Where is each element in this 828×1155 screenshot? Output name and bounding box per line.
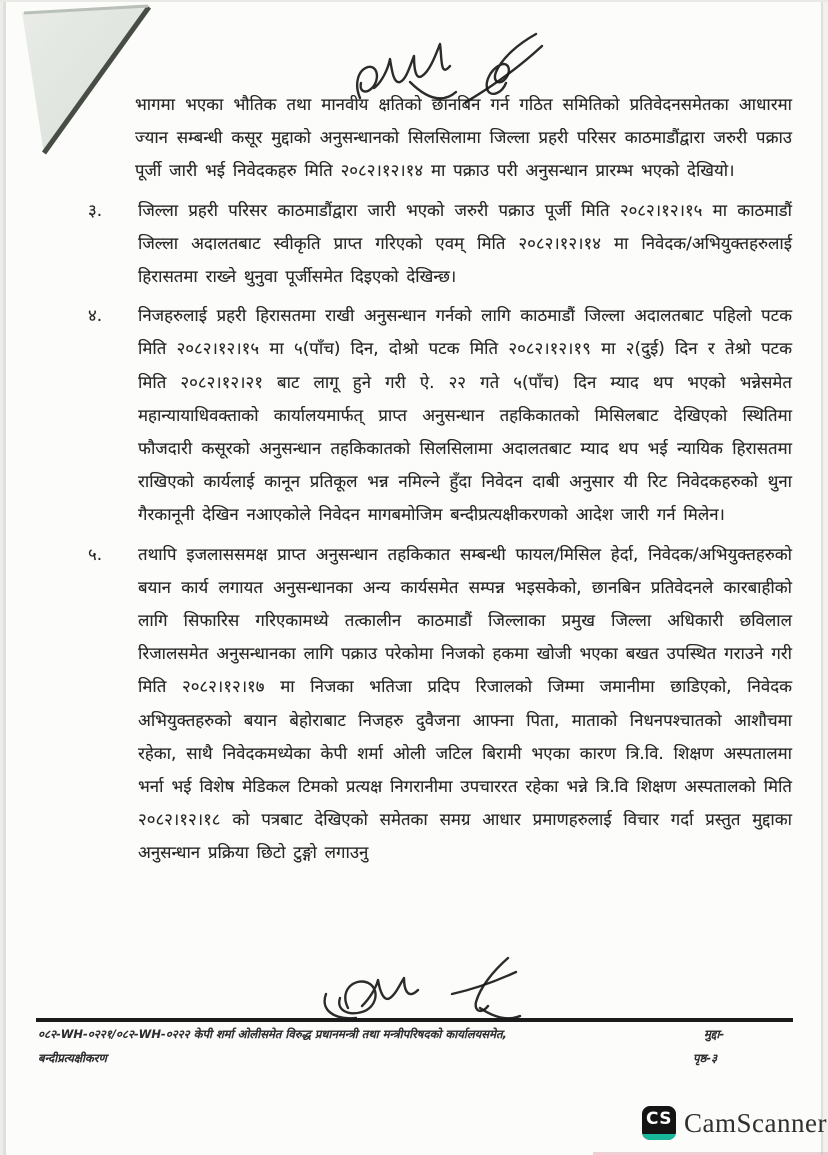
page-number: पृष्ठ-३ bbox=[693, 1051, 718, 1065]
case-type-value: बन्दीप्रत्यक्षीकरण bbox=[38, 1051, 107, 1065]
item-number-3: ३. bbox=[88, 199, 103, 220]
paragraph-continuation: भागमा भएका भौतिक तथा मानवीय क्षतिको छानबिन गर्न गठित समितिको प्रतिवेदनसमेतका आधारमा ज्यान सम्बन्धी कसूर मुद्दाको अनुसन्धानको सिलसिलामा जिल्ला प्रहरी परिसर काठमाडौंद्वारा जरुरी पक्राउ पूर्जी जारी भई निवेदकहरु मिति २०८२।१२।१४ मा पक्राउ परी अनुसन्धान प्रारम्भ भएको देखियो। bbox=[135, 94, 792, 181]
scan-edge-right-band bbox=[823, 0, 828, 1155]
numbered-paragraph-4 bbox=[85, 299, 792, 531]
scan-edge-right bbox=[821, 0, 823, 1155]
camscanner-icon-label: CS bbox=[645, 1109, 673, 1129]
camscanner-brand-text: CamScanner bbox=[684, 1107, 827, 1138]
item-text-3: जिल्ला प्रहरी परिसर काठमाडौंद्वारा जारी भएको जरुरी पक्राउ पूर्जी मिति २०८२।१२।१५ मा काठमाडौं जिल्ला अदालतबाट स्वीकृति प्राप्त गरिएको एवम् मिति २०८२।१२।१४ मा निवेदक/अभियुक्तहरुलाई हिरासतमा राख्ने थुनुवा पूर्जीसमेत दिइएको देखिन्छ। bbox=[138, 199, 792, 287]
item-text-5: तथापि इजलाससमक्ष प्राप्त अनुसन्धान तहकिकात सम्बन्धी फायल/मिसिल हेर्दा, निवेदक/अभियुक्तहरुको बयान कार्य लगायत अनुसन्धानका अन्य कार्यसमेत सम्पन्न भइसकेको, छानबिन प्रतिवेदनले कारबाहीको लागि सिफारिस गरिएकामध्ये तत्कालीन काठमाडौं जिल्लाका प्रमुख जिल्ला अधिकारी छविलाल रिजालसमेत अनुसन्धानका लागि पक्राउ परेकोमा निजको हकमा खोजी भएका बखत उपस्थित गराउने गरी मिति २०८२।१२।१७ मा निजका भतिजा प्रदिप रिजालको जिम्मा जमानीमा छाडिएको, निवेदक अभियुक्तहरुको बयान बेहोराबाट निजहरु दुवैजना आफ्ना पिता, माताको निधनपश्चातको आशौचमा रहेका, साथै निवेदकमध्येका केपी शर्मा ओली जटिल बिरामी भएका कारण त्रि.वि. शिक्षण अस्पतालमा भर्ना भई विशेष मेडिकल टिमको प्रत्यक्ष निगरानीमा उपचाररत रहेका भन्ने त्रि.वि शिक्षण अस्पतालको मिति २०८२।१२।१८ को पत्रबाट देखिएको समेतका समग्र आधार प्रमाणहरुलाई विचार गर्दा प्रस्तुत मुद्दाका अनुसन्धान प्रक्रिया छिटो टुङ्गो लगाउनु bbox=[138, 543, 792, 863]
signature-scribble-top-right-icon bbox=[448, 26, 548, 110]
case-type-label: मुद्दा- bbox=[704, 1027, 725, 1041]
footer-line-1 bbox=[38, 1027, 795, 1042]
numbered-paragraph-3 bbox=[85, 194, 792, 294]
camscanner-watermark bbox=[642, 1106, 827, 1140]
signature-scribble-bottom-left-icon bbox=[318, 966, 426, 1028]
page-footer bbox=[38, 1027, 795, 1066]
camscanner-icon-teal-bar bbox=[642, 1134, 676, 1140]
camscanner-logo-icon bbox=[642, 1106, 676, 1140]
item-number-4: ४. bbox=[88, 305, 103, 326]
signature-scribble-bottom-right-icon bbox=[436, 950, 528, 1030]
footer-line-2 bbox=[38, 1051, 795, 1066]
signature-scribble-top-left-icon bbox=[350, 36, 462, 112]
case-number-and-parties: ०८२-WH-०२२१/०८२-WH-०२२२ केपी शर्मा ओलीसमेत विरुद्ध प्रधानमन्त्री तथा मन्त्रीपरिषदको कार्यालयसमेत, bbox=[38, 1027, 507, 1041]
item-text-4: निजहरुलाई प्रहरी हिरासतमा राखी अनुसन्धान गर्नको लागि काठमाडौं जिल्ला अदालतबाट पहिलो पटक मिति २०८२।१२।१५ मा ५(पाँच) दिन, दोश्रो पटक मिति २०८२।१२।१९ मा २(दुई) दिन र तेश्रो पटक मिति २०८२।१२।२१ बाट लागू हुने गरी ऐ. २२ गते ५(पाँच) दिन म्याद थप भएको भन्नेसमेत महान्यायाधिवक्ताको कार्यालयमार्फत् प्राप्त अनुसन्धान तहकिकातको मिसिलबाट देखिएको स्थितिमा फौजदारी कसूरको अनुसन्धान तहकिकातको सिलसिलामा अदालतबाट म्याद थप भई न्यायिक हिरासतमा राखिएको कार्यलाई कानून प्रतिकूल भन्न नमिल्ने हुँदा निवेदन दाबी अनुसार यी रिट निवेदकहरुको थुना गैरकानूनी देखिन नआएकोले निवेदन मागबमोजिम बन्दीप्रत्यक्षीकरणको आदेश जारी गर्न मिलेन। bbox=[138, 305, 792, 525]
item-number-5: ५. bbox=[88, 543, 103, 564]
document-body bbox=[85, 88, 792, 876]
numbered-paragraph-5 bbox=[85, 538, 792, 870]
